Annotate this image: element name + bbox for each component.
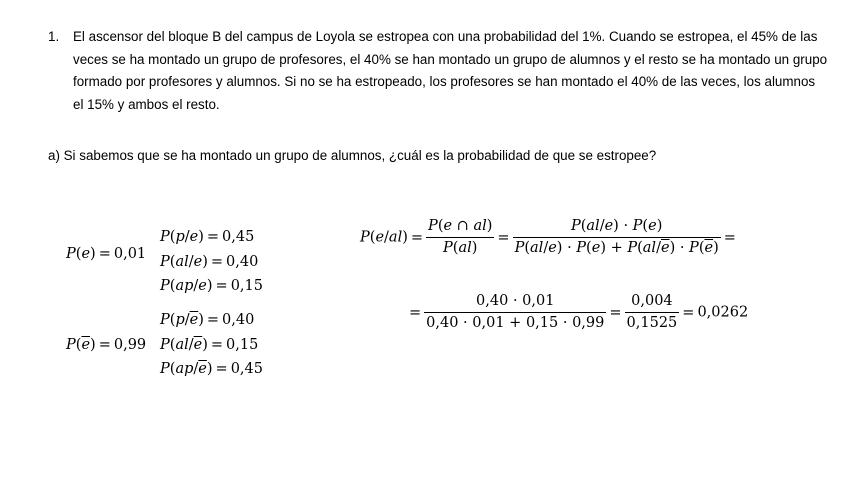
p-al-given-e-formula: P(al/e) = 0,40 — [160, 254, 259, 270]
p-p-given-e-formula: P(p/e) = 0,45 — [160, 229, 255, 245]
p-al-given-e-value: 0,40 — [226, 254, 259, 270]
bayes-formula: P(e/al) = $\frac{P(e \cap al)}{P(al)}$ = $\frac{P(al/e) \cdot P(e)}{P(al/e) \cdot P(e) + P(al/\overline{e}) \cdot P(\overline{e})}$ = — [360, 216, 739, 259]
den-b: 0,15 — [525, 315, 559, 331]
p-not-e-formula: $P(\overline{e}) = 0,99$ — [66, 337, 147, 353]
bayes-numeric: = $\frac{0,40 \cdot 0,01}{0,40 \cdot 0,01 + 0,15 \cdot 0,99}$ = $\frac{0,004}{0,1525}$ = 0,0262 — [406, 291, 748, 334]
p-ap-given-not-e-value: 0,45 — [230, 361, 263, 377]
num-a: 0,40 — [476, 293, 509, 309]
simplified-numerator: 0,004 — [631, 293, 673, 309]
p-al-given-not-e-value: 0,15 — [226, 337, 259, 353]
problem-text: El ascensor del bloque B del campus de Loyola se estropea con una probabilidad del 1%. Cuando se estropea, el 45% de las veces se ha montado un grupo de profesores, el 40% se han montado un grupo de alumnos y el resto se ha montado un grupo formado por profesores y alumnos. Si no se ha estropeado, los profesores se han montado el 40% de las veces, los alumnos el 15% y ambos el resto. — [73, 29, 828, 112]
numeric-fraction: $\frac{0,40 \cdot 0,01}{0,40 \cdot 0,01 + 0,15 \cdot 0,99}$ — [424, 291, 606, 334]
problem-statement — [48, 26, 828, 116]
num-b: 0,01 — [522, 293, 555, 309]
p-ap-given-e-formula: P(ap/e) = 0,15 — [160, 278, 263, 294]
p-e-formula: P(e) = 0,01 — [66, 246, 147, 262]
simplified-denominator: 0,1525 — [625, 312, 680, 334]
den-b1: 0,01 — [472, 315, 505, 331]
p-al-given-not-e-formula: $P(al/\overline{e}) = 0,15$ — [160, 337, 259, 353]
p-ap-given-not-e-formula: $P(ap/\overline{e}) = 0,45$ — [160, 361, 263, 377]
p-p-given-not-e-value: 0,40 — [222, 312, 255, 328]
simplified-fraction — [625, 291, 680, 334]
p-p-given-not-e-formula: $P(p/\overline{e}) = 0,40$ — [160, 312, 255, 328]
den-c: 0,99 — [572, 315, 605, 331]
final-result: 0,0262 — [697, 304, 749, 321]
p-e-value: 0,01 — [113, 246, 147, 262]
problem-number: 1. — [48, 29, 60, 44]
bayes-fraction-expanded: $\frac{P(al/e) \cdot P(e)}{P(al/e) \cdot P(e) + P(al/\overline{e}) \cdot P(\overline{e})}$ — [513, 216, 721, 259]
den-a: 0,40 — [426, 315, 459, 331]
p-ap-given-e-value: 0,15 — [230, 278, 263, 294]
p-p-given-e-value: 0,45 — [222, 229, 255, 245]
bayes-fraction-definition: $\frac{P(e \cap al)}{P(al)}$ — [426, 216, 494, 259]
question-a: a) Si sabemos que se ha montado un grupo de alumnos, ¿cuál es la probabilidad de que se estropee? — [48, 148, 657, 163]
p-not-e-value: 0,99 — [113, 337, 147, 353]
